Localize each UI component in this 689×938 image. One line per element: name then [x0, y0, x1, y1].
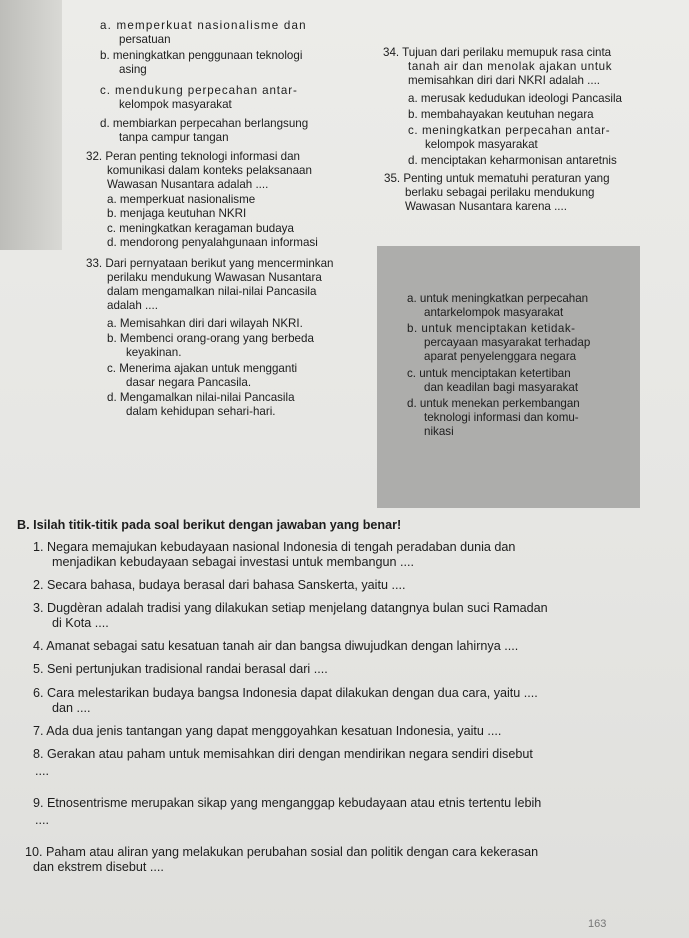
q35-stem-cont: berlaku sebagai perilaku mendukung — [405, 186, 595, 199]
q34-option-b: b. membahayakan keutuhan negara — [408, 108, 594, 121]
sb-item-3: 3. Dugdèran adalah tradisi yang dilakukan setiap menjelang datangnya bulan suci Ramadan — [33, 601, 548, 615]
q35-option-b-cont: percayaan masyarakat terhadap — [424, 336, 591, 349]
q35-stem-cont: Wawasan Nusantara karena .... — [405, 200, 567, 213]
sb-item-1: 1. Negara memajukan kebudayaan nasional Indonesia di tengah peradaban dunia dan — [33, 540, 516, 554]
sb-item-6: 6. Cara melestarikan budaya bangsa Indonesia dapat dilakukan dengan dua cara, yaitu .... — [33, 686, 538, 700]
q35-option-a-cont: antarkelompok masyarakat — [424, 306, 564, 319]
q35-option-d-cont: teknologi informasi dan komu- — [424, 411, 579, 424]
q34-stem-cont: tanah air dan menolak ajakan untuk — [408, 60, 613, 73]
q33-option-b: b. Membenci orang-orang yang berbeda — [107, 332, 314, 345]
sb-item-8: 8. Gerakan atau paham untuk memisahkan diri dengan mendirikan negara sendiri disebut — [33, 747, 533, 761]
q34-option-d: d. menciptakan keharmonisan antaretnis — [408, 154, 617, 167]
q33-stem-cont: adalah .... — [107, 299, 158, 312]
q33-option-a: a. Memisahkan diri dari wilayah NKRI. — [107, 317, 303, 330]
q35-option-d-cont: nikasi — [424, 425, 454, 438]
sb-item-5: 5. Seni pertunjukan tradisional randai berasal dari .... — [33, 662, 328, 676]
q31-option-c: c. mendukung perpecahan antar- — [100, 84, 298, 97]
q34-stem: 34. Tujuan dari perilaku memupuk rasa cinta — [383, 46, 612, 59]
q35-option-b-cont: aparat penyelenggara negara — [424, 350, 577, 363]
sb-item-8-cont: .... — [35, 764, 49, 778]
sb-item-2: 2. Secara bahasa, budaya berasal dari bahasa Sanskerta, yaitu .... — [33, 578, 406, 592]
q35-option-c: c. untuk menciptakan ketertiban — [407, 367, 571, 380]
q33-option-c-cont: dasar negara Pancasila. — [126, 376, 252, 389]
q31-option-d-cont: tanpa campur tangan — [119, 131, 229, 144]
page-edge-shadow — [0, 0, 62, 250]
q33-stem-cont: perilaku mendukung Wawasan Nusantara — [107, 271, 322, 284]
q32-option-d: d. mendorong penyalahgunaan informasi — [107, 236, 318, 249]
sb-item-10: 10. Paham atau aliran yang melakukan perubahan sosial dan politik dengan cara kekerasan — [25, 845, 539, 859]
q31-option-a-cont: persatuan — [119, 33, 171, 46]
q33-stem-cont: dalam mengamalkan nilai-nilai Pancasila — [107, 285, 317, 298]
section-b-heading: B. Isilah titik-titik pada soal berikut dengan jawaban yang benar! — [17, 518, 402, 532]
q34-option-c-cont: kelompok masyarakat — [425, 138, 538, 151]
q32-stem-cont: komunikasi dalam konteks pelaksanaan — [107, 164, 312, 177]
q35-stem: 35. Penting untuk mematuhi peraturan yang — [384, 172, 610, 185]
q32-stem: 32. Peran penting teknologi informasi dan — [86, 150, 300, 163]
sb-item-9-cont: .... — [35, 813, 49, 827]
q35-option-b: b. untuk menciptakan ketidak- — [407, 322, 576, 335]
q35-option-d: d. untuk menekan perkembangan — [407, 397, 580, 410]
q35-option-a: a. untuk meningkatkan perpecahan — [407, 292, 589, 305]
q32-stem-cont: Wawasan Nusantara adalah .... — [107, 178, 269, 191]
q31-option-b-cont: asing — [119, 63, 147, 76]
sb-item-9: 9. Etnosentrisme merupakan sikap yang menganggap kebudayaan atau etnis tertentu lebih — [33, 796, 542, 810]
q33-option-d-cont: dalam kehidupan sehari-hari. — [126, 405, 276, 418]
sb-item-1-cont: menjadikan kebudayaan sebagai investasi untuk membangun .... — [52, 555, 414, 569]
q34-option-a: a. merusak kedudukan ideologi Pancasila — [408, 92, 622, 105]
q32-option-a: a. memperkuat nasionalisme — [107, 193, 256, 206]
q33-option-d: d. Mengamalkan nilai-nilai Pancasila — [107, 391, 295, 404]
q35-option-c-cont: dan keadilan bagi masyarakat — [424, 381, 579, 394]
sb-item-10-cont: dan ekstrem disebut .... — [33, 860, 164, 874]
sb-item-3-cont: di Kota .... — [52, 616, 109, 630]
q34-option-c: c. meningkatkan perpecahan antar- — [408, 124, 611, 137]
q32-option-b: b. menjaga keutuhan NKRI — [107, 207, 247, 220]
q34-stem-cont: memisahkan diri dari NKRI adalah .... — [408, 74, 601, 87]
q31-option-c-cont: kelompok masyarakat — [119, 98, 232, 111]
sb-item-7: 7. Ada dua jenis tantangan yang dapat menggoyahkan kesatuan Indonesia, yaitu .... — [33, 724, 502, 738]
q33-option-b-cont: keyakinan. — [126, 346, 182, 359]
q31-option-a: a. memperkuat nasionalisme dan — [100, 19, 307, 32]
sb-item-4: 4. Amanat sebagai satu kesatuan tanah air dan bangsa diwujudkan dengan lahirnya .... — [33, 639, 519, 653]
q31-option-d: d. membiarkan perpecahan berlangsung — [100, 117, 309, 130]
q32-option-c: c. meningkatkan keragaman budaya — [107, 222, 294, 235]
sb-item-6-cont: dan .... — [52, 701, 91, 715]
page-number: 163 — [588, 918, 607, 930]
q33-option-c: c. Menerima ajakan untuk mengganti — [107, 362, 298, 375]
q31-option-b: b. meningkatkan penggunaan teknologi — [100, 49, 303, 62]
q33-stem: 33. Dari pernyataan berikut yang mencerminkan — [86, 257, 334, 270]
